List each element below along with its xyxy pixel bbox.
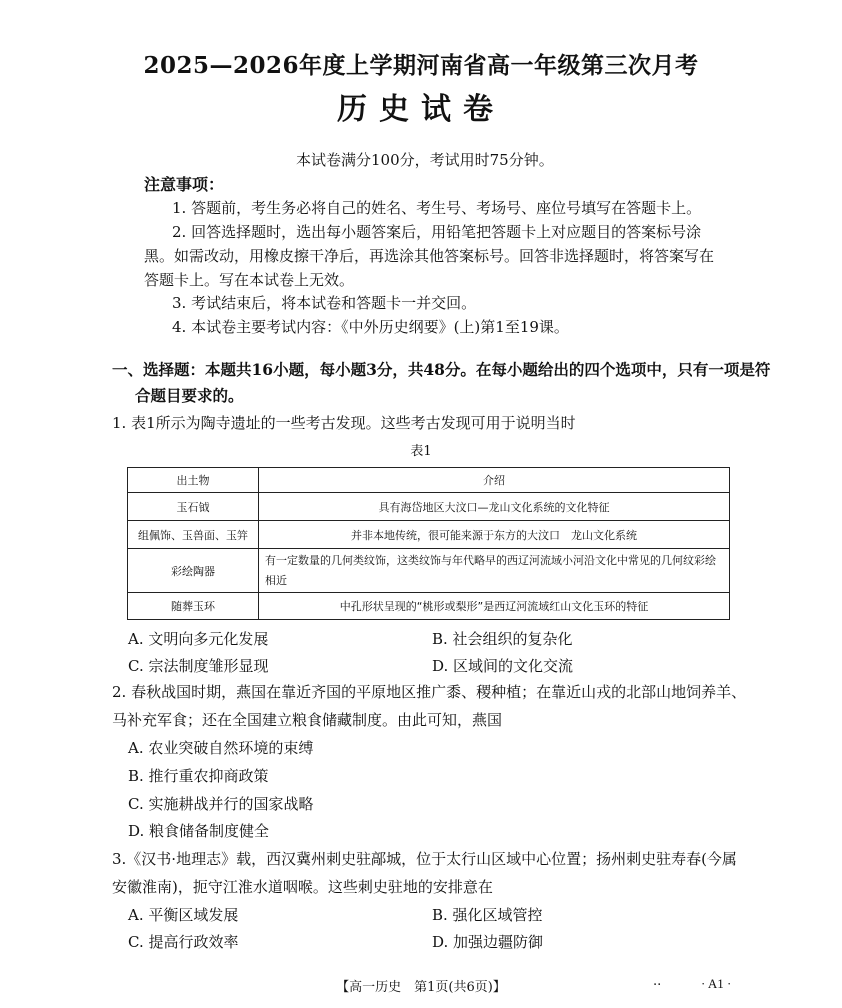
- exam-title: 2025—2026年度上学期河南省高一年级第三次月考: [143, 52, 699, 79]
- section-heading-cont: 合题目要求的。: [135, 386, 244, 405]
- table-cell: 有一定数量的几何类纹饰，这类纹饰与年代略早的西辽河流域小河沿文化中常见的几何纹彩绘相近: [259, 549, 730, 593]
- option: D. 区域间的文化交流: [432, 657, 574, 675]
- notice-item: 3. 考试结束后，将本试卷和答题卡一并交回。: [172, 294, 477, 312]
- score-line: 本试卷满分100分，考试用时75分钟。: [296, 151, 554, 169]
- notice-item: 答题卡上。写在本试卷上无效。: [144, 271, 355, 289]
- page-code: · A1 ·: [701, 976, 732, 991]
- option: A. 文明向多元化发展: [128, 630, 269, 648]
- option: B. 推行重农抑商政策: [128, 767, 269, 785]
- option: C. 宗法制度雏形显现: [128, 657, 269, 675]
- table-row: [128, 593, 730, 620]
- option: D. 加强边疆防御: [432, 933, 544, 951]
- table-cell: 中孔形状呈现的“桃形或梨形”是西辽河流域红山文化玉环的特征: [259, 593, 730, 620]
- table-header: 出土物: [128, 468, 259, 493]
- section-heading: 一、选择题：本题共16小题，每小题3分，共48分。在每小题给出的四个选项中，只有一项是符: [112, 360, 771, 379]
- table-header: 介绍: [259, 468, 730, 493]
- table-cell: 玉石钺: [128, 493, 259, 521]
- table-row: [128, 493, 730, 521]
- question-1-table: [127, 467, 730, 620]
- footer-marks: ..: [653, 974, 662, 989]
- table-cell: 具有海岱地区大汶口—龙山文化系统的文化特征: [259, 493, 730, 521]
- question-1-stem: 1. 表1所示为陶寺遗址的一些考古发现。这些考古发现可用于说明当时: [112, 414, 576, 432]
- notice-item: 黑。如需改动，用橡皮擦干净后，再选涂其他答案标号。回答非选择题时，将答案写在: [144, 247, 715, 265]
- option: C. 提高行政效率: [128, 933, 239, 951]
- option: A. 平衡区域发展: [128, 906, 239, 924]
- notice-item: 1. 答题前，考生务必将自己的姓名、考生号、考场号、座位号填写在答题卡上。: [172, 199, 702, 217]
- notice-item: 4. 本试卷主要考试内容：《中外历史纲要》(上)第1至19课。: [172, 318, 569, 336]
- exam-subject-title: 历史试卷: [337, 92, 505, 127]
- option: A. 农业突破自然环境的束缚: [128, 739, 314, 757]
- option: B. 社会组织的复杂化: [432, 630, 573, 648]
- question-3-stem-cont: 安徽淮南)，扼守江淮水道咽喉。这些刺史驻地的安排意在: [112, 878, 493, 896]
- question-2-stem: 2. 春秋战国时期，燕国在靠近齐国的平原地区推广黍、稷种植；在靠近山戎的北部山地饲养羊、: [112, 683, 747, 701]
- notice-item: 2. 回答选择题时，选出每小题答案后，用铅笔把答题卡上对应题目的答案标号涂: [172, 223, 702, 241]
- table-row: [128, 521, 730, 549]
- table-row: [128, 549, 730, 593]
- notice-heading: 注意事项：: [144, 175, 225, 194]
- option: B. 强化区域管控: [432, 906, 543, 924]
- table-cell: 随葬玉环: [128, 593, 259, 620]
- option: D. 粮食储备制度健全: [128, 822, 270, 840]
- question-3-stem: 3.《汉书·地理志》载，西汉冀州刺史驻鄗城，位于太行山区域中心位置；扬州刺史驻寿春(今属: [112, 850, 737, 868]
- option: C. 实施耕战并行的国家战略: [128, 795, 314, 813]
- table-header-row: [128, 468, 730, 493]
- table-caption: 表1: [410, 444, 432, 459]
- table-cell: 组佩饰、玉兽面、玉笄: [128, 521, 259, 549]
- table-cell: 彩绘陶器: [128, 549, 259, 593]
- page-footer: 【高一历史 第1页(共6页)】: [336, 980, 506, 995]
- question-2-stem-cont: 马补充军食；还在全国建立粮食储藏制度。由此可知，燕国: [112, 711, 503, 729]
- table-cell: 并非本地传统，很可能来源于东方的大汶口 龙山文化系统: [259, 521, 730, 549]
